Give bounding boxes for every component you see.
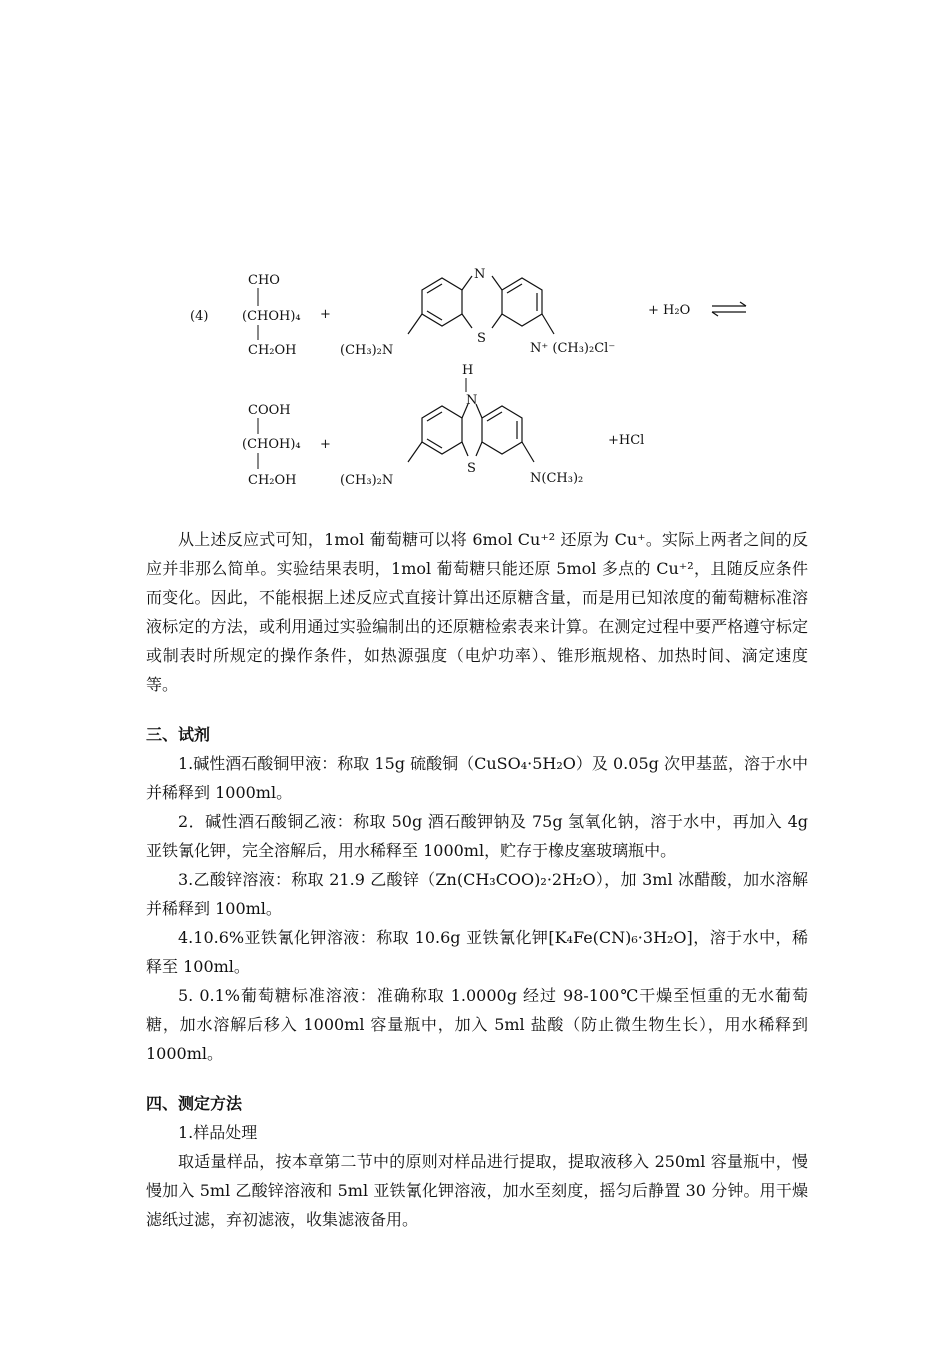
water-term: + H₂O	[648, 303, 691, 318]
glucose-chain: (CHOH)₄	[242, 309, 301, 324]
reagent-item-2: 2．碱性酒石酸铜乙液：称取 50g 酒石酸钾钠及 75g 氢氧化钠，溶于水中，再加入 4g 亚铁氰化钾，完全溶解后，用水稀释至 1000ml，贮存于橡皮塞玻璃瓶中。	[146, 812, 808, 860]
gluconic-ch2oh: CH₂OH	[248, 473, 297, 488]
reaction-scheme	[190, 262, 770, 502]
dimethylamino-left-2: (CH₃)₂N	[340, 473, 394, 488]
hcl-term: +HCl	[608, 433, 645, 448]
glucose-cho: CHO	[248, 273, 280, 288]
method-paragraph: 取适量样品，按本章第二节中的原则对样品进行提取，提取液移入 250ml 容量瓶中，慢慢加入 5ml 乙酸锌溶液和 5ml 亚铁氰化钾溶液，加水至刻度，摇匀后静置 30 分钟。用干燥滤纸过滤，弃初滤液，收集滤液备用。	[146, 1152, 808, 1229]
methylene-blue-structure	[408, 276, 554, 334]
reagent-item-4: 4.10.6%亚铁氰化钾溶液：称取 10.6g 亚铁氰化钾[K₄Fe(CN)₆·3H₂O]，溶于水中，稀释至 100ml。	[146, 928, 808, 976]
ring-sulfur-1: S	[477, 331, 486, 346]
ring-hydrogen: H	[462, 363, 474, 378]
glucose-ch2oh: CH₂OH	[248, 343, 297, 358]
ring-sulfur-2: S	[467, 461, 476, 476]
reagent-item-1: 1.碱性酒石酸铜甲液：称取 15g 硫酸铜（CuSO₄·5H₂O）及 0.05g 次甲基蓝，溶于水中并稀释到 1000ml。	[146, 754, 808, 802]
reaction-diagram	[190, 262, 770, 502]
equilibrium-arrow	[712, 302, 746, 316]
section-heading-method: 四、测定方法	[146, 1094, 243, 1113]
ring-nitrogen-1: N	[474, 267, 486, 282]
document-body	[146, 525, 808, 1234]
reagent-item-3: 3.乙酸锌溶液：称取 21.9 乙酸锌（Zn(CH₃COO)₂·2H₂O），加 3ml 冰醋酸，加水溶解并稀释到 100ml。	[146, 870, 808, 918]
plus-sign-2: +	[320, 437, 331, 452]
section-heading-reagents: 三、试剂	[146, 725, 211, 744]
reagent-item-5: 5. 0.1%葡萄糖标准溶液：准确称取 1.0000g 经过 98-100℃干燥至恒重的无水葡萄糖，加水溶解后移入 1000ml 容量瓶中，加入 5ml 盐酸（防止微生物生长），用水稀释到 1000ml。	[146, 986, 808, 1063]
plus-sign-1: +	[320, 307, 331, 322]
intro-paragraph: 从上述反应式可知，1mol 葡萄糖可以将 6mol Cu⁺² 还原为 Cu⁺。实际上两者之间的反应并非那么简单。实验结果表明，1mol 葡萄糖只能还原 5mol 多点的 Cu⁺²，且随反应条件而变化。因此，不能根据上述反应式直接计算出还原糖含量，而是用已知浓度的葡萄糖标准溶液标定的方法，或利用通过实验编制出的还原糖检索表来计算。在测定过程中要严格遵守标定或制表时所规定的操作条件，如热源强度（电炉功率）、锥形瓶规格、加热时间、滴定速度等。	[146, 530, 808, 694]
dimethylamino-left-1: (CH₃)₂N	[340, 343, 394, 358]
gluconic-chain: (CHOH)₄	[242, 437, 301, 452]
dimethylamino-right-2: N(CH₃)₂	[530, 471, 584, 486]
dimethylammonium-right: N⁺ (CH₃)₂Cl⁻	[530, 341, 616, 356]
leuco-methylene-blue-structure	[408, 404, 534, 462]
method-subtitle: 1.样品处理	[178, 1123, 258, 1142]
reaction-number: (4)	[190, 309, 209, 324]
ring-nitrogen-2: N	[466, 393, 478, 408]
gluconic-cooh: COOH	[248, 403, 291, 418]
